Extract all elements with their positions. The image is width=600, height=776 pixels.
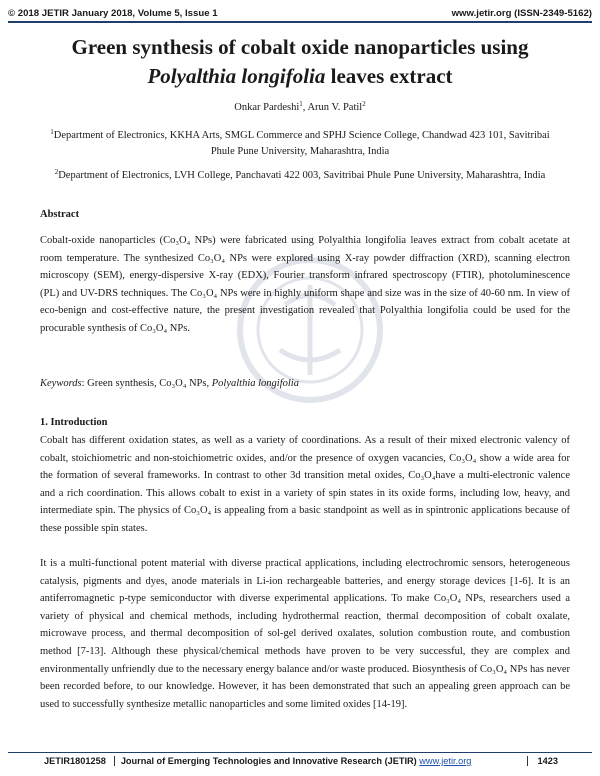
footer-paper-id: JETIR1801258 [8, 756, 115, 766]
author-1-affil: 1 [299, 100, 303, 108]
paper-title [20, 33, 580, 91]
footer-journal-name: Journal of Emerging Technologies and Innovative Research (JETIR) [120, 756, 420, 766]
keywords-text: : Green synthesis, Co₃O₄ NPs, [81, 378, 212, 389]
abstract-text: Cobalt-oxide nanoparticles (Co₃O₄ NPs) were fabricated using Polyalthia longifolia leaves extract from cobalt acetate at room temperature. The synthesized Co₃O₄ NPs were explored using X-ray powder diffraction (XRD), scanning electron microscopy (SEM), energy-dispersive X-ray (EDX), Fourier transform infrared spectroscopy (FTIR), photoluminescence (PL) and UV-DRS techniques. The Co₃O₄ NPs were in highly uniform shape and size was in the size of 40-60 nm. In view of eco-benign and cost-effective nature, the present investigation revealed that Polyalthia longifolia could be used for the procurable synthesis of Co₃O₄ NPs. [40, 235, 570, 334]
title-line-1: Green synthesis of cobalt oxide nanoparticles using [71, 35, 529, 59]
author-1: Onkar Pardeshi [234, 102, 300, 113]
header-website: www.jetir.org (ISSN-2349-5162) [451, 7, 592, 19]
introduction-paragraph-2: It is a multi-functional potent material with diverse practical applications, including electrochromic sensors, heterogeneous catalysis, pigments and dyes, anode materials in Li-ion rechargeable batteries, and energy storage devices [1-6]. It is an antiferromagnetic p-type semiconductor with diverse experimental applications. To make Co₃O₄ NPs, researchers used a variety of physical and chemical methods, including hydrothermal reaction, thermal decomposition of cobalt oxalate, microwave process, and thermal decomposition of sol-gel derived oxalates, solution combustion route, and combustion method [7-13]. Although these physical/chemical methods have proven to be very successful, they are complex and environmentally unfriendly due to the necessary energy balance and/or waste produced. Biosynthesis of Co₃O₄ NPs has never been recorded before, to our knowledge. However, it has been demonstrated that such an appealing green approach can be used to successfully synthesize metallic nanoparticles and some limited oxides [14-19]. [40, 558, 570, 710]
affiliation-2 [40, 164, 560, 184]
keywords-line [40, 375, 570, 393]
abstract-heading: Abstract [40, 209, 80, 220]
running-header [8, 6, 592, 20]
header-citation: © 2018 JETIR January 2018, Volume 5, Issue 1 [8, 7, 218, 19]
footer-page-number: 1423 [537, 756, 558, 766]
keywords-species: Polyalthia longifolia [211, 378, 299, 389]
footer-journal [115, 756, 528, 766]
keywords-label: Keywords [40, 378, 82, 389]
footer-journal-link[interactable]: www.jetir.org [419, 756, 472, 766]
introduction-heading: 1. Introduction [40, 417, 108, 428]
affiliation-2-mark: 2 [54, 168, 59, 176]
affiliation-1 [40, 124, 560, 160]
page-footer [8, 752, 592, 768]
introduction-paragraph-1: Cobalt has different oxidation states, as well as a variety of coordinations. As a result of their mixed electronic valency of cobalt, stoichiometric and non-stoichiometric oxides, and/or the presence of oxygen vacancies, Co₃O₄ show a wide area for the formation of several frameworks. In contrast to other 3d transition metal oxides, Co₃O₄have a multi-electronic valence and a rich coordination. This allows cobalt to exist in a variety of spin states in its oxide forms, including low, heavy, and intermediate spin. The physics of Co₃O₄ is appealing from a basic standpoint as well as in spintronic applications because of these possible spin states. [40, 435, 570, 534]
affiliation-1-mark: 1 [50, 128, 54, 136]
title-species: Polyalthia longifolia [147, 64, 326, 88]
affiliation-1-text: Department of Electronics, KKHA Arts, SMGL Commerce and SPHJ Science College, Chandwad 423 101, Savitribai Phule Pune University, Maharashtra, India [53, 130, 550, 157]
author-2-affil: 2 [362, 100, 366, 108]
author-separator: , [302, 102, 308, 113]
affiliation-2-text: Department of Electronics, LVH College, Panchavati 422 003, Savitribai Phule Pune University, Maharashtra, India [58, 170, 546, 181]
author-list [0, 100, 600, 113]
author-2: Arun V. Patil [307, 102, 363, 113]
title-line-2: leaves extract [325, 64, 453, 88]
header-rule [8, 21, 592, 23]
